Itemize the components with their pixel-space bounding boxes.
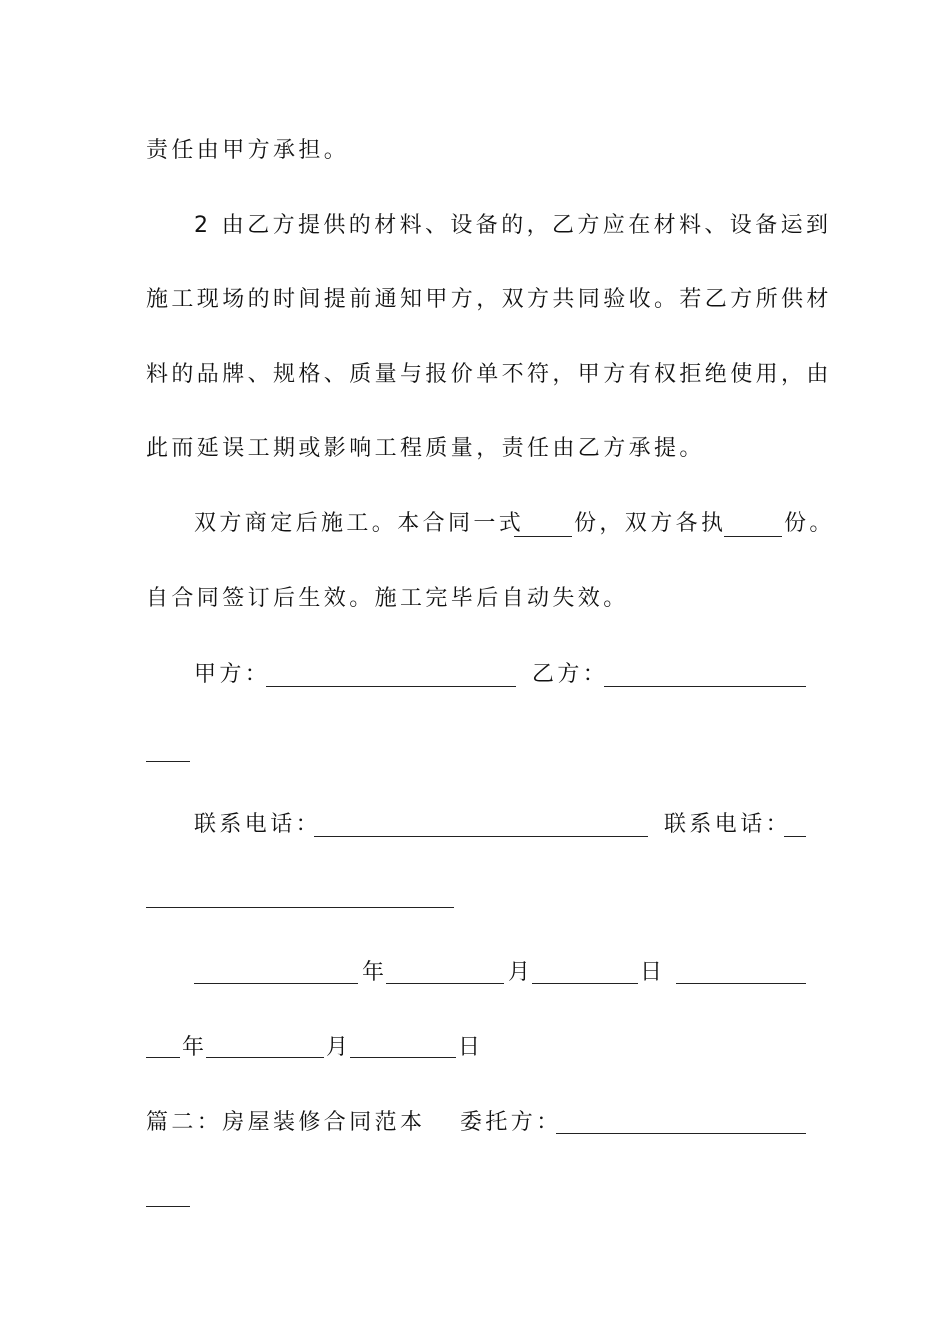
- paragraph-line: 施工现场的时间提前通知甲方，双方共同验收。若乙方所供材: [146, 287, 832, 312]
- paragraph-line: 2 由乙方提供的材料、设备的，乙方应在材料、设备运到: [194, 213, 832, 238]
- party-b-label: 乙方：: [532, 662, 609, 687]
- section-heading: 篇二：房屋装修合同范本: [146, 1110, 426, 1135]
- paragraph-line: 双方商定后施工。本合同一式: [194, 511, 525, 536]
- date-day-label: 日: [640, 960, 666, 985]
- copies-each-blank: [724, 536, 782, 537]
- date-year-label: 年: [362, 960, 388, 985]
- phone-a-blank: [314, 836, 648, 837]
- year-b-blank: [676, 983, 806, 984]
- client-blank: [556, 1133, 806, 1134]
- year-a-blank: [194, 983, 358, 984]
- paragraph-line: 责任由甲方承担。: [146, 138, 350, 163]
- party-b-blank-continued: [146, 761, 190, 762]
- party-a-blank: [266, 686, 516, 687]
- client-label: 委托方：: [460, 1110, 562, 1135]
- day-a-blank: [532, 983, 638, 984]
- year-b-blank-continued: [146, 1057, 180, 1058]
- phone-b-label: 联系电话：: [664, 812, 792, 837]
- day-b-blank: [350, 1057, 456, 1058]
- paragraph-line: 料的品牌、规格、质量与报价单不符，甲方有权拒绝使用，由: [146, 362, 832, 387]
- date-month-label: 月: [508, 960, 534, 985]
- phone-b-blank: [784, 836, 806, 837]
- month-a-blank: [386, 983, 504, 984]
- copies-total-blank: [514, 536, 572, 537]
- paragraph-line: 份，双方各执: [574, 511, 727, 536]
- paragraph-line: 份。: [784, 511, 835, 536]
- paragraph-line: 自合同签订后生效。施工完毕后自动失效。: [146, 586, 629, 611]
- date-month-label: 月: [326, 1035, 352, 1060]
- party-b-blank: [604, 686, 806, 687]
- phone-a-label: 联系电话：: [194, 812, 322, 837]
- date-day-label: 日: [458, 1035, 484, 1060]
- date-year-label: 年: [182, 1035, 208, 1060]
- party-a-label: 甲方：: [194, 662, 271, 687]
- phone-b-blank-continued: [146, 907, 454, 908]
- client-blank-continued: [146, 1206, 190, 1207]
- month-b-blank: [206, 1057, 324, 1058]
- paragraph-line: 此而延误工期或影响工程质量，责任由乙方承提。: [146, 436, 705, 461]
